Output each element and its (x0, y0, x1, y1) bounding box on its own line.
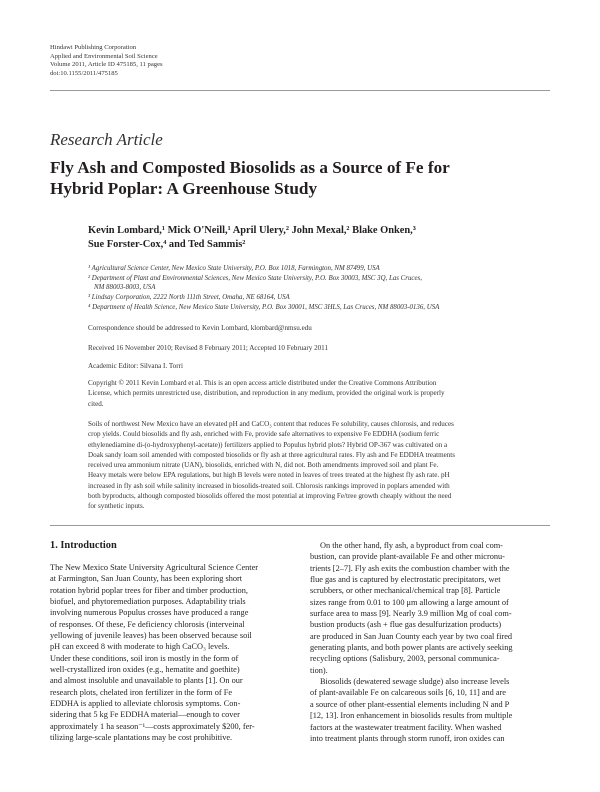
abstract-line: crop yields. Could biosolids and fly ash, enriched with Fe, provide safe alternatives to expensive Fe EDDHA (sodium ferric (88, 430, 440, 439)
body-line: scrubbers, or other mechanical/chemical trap [8]. Particle (310, 586, 501, 596)
abstract-line: received urea ammonium nitrate (UAN), biosolids, enriched with N, did not. Both amendments improved soil and plant Fe. (88, 461, 439, 470)
body-line: rotation hybrid poplar trees for fiber and timber production, (50, 585, 248, 595)
article-type: Research Article (50, 130, 163, 149)
body-line: yellowing of juvenile leaves) has been observed because soil (50, 631, 252, 641)
journal-name: Applied and Environmental Soil Science (50, 52, 158, 60)
body-line: sizes range from 0.01 to 100 μm allowing a large amount of (310, 597, 509, 607)
body-line: of responses. Of these, Fe deficiency chlorosis (interveinal (50, 619, 245, 629)
affiliation-line: ⁴ Department of Health Science, New Mexico State University, P.O. Box 30001, MSC 3HLS, Las Cruces, NM 88003-0136, USA (88, 303, 440, 311)
abstract (88, 419, 550, 512)
body-line: [12, 13]. Iron enhancement in biosolids results from multiple (310, 711, 513, 721)
title-line: Hybrid Poplar: A Greenhouse Study (50, 179, 318, 198)
abstract-line: Soils of northwest New Mexico have an elevated pH and CaCO₃ content that reduces Fe solubility, causes chlorosis, and reduces (88, 420, 454, 428)
abstract-line: ethylenediamine di-(o-hydroxyphenyl-acetate)) fertilizers applied to Populus hybrid plots? Hybrid OP-367 was cultivated on a (88, 440, 448, 449)
body-line: well-crystallized iron oxides (e.g., hematite and goethite) (50, 665, 240, 675)
body-line: Biosolids (dewatered sewage sludge) also increase levels (320, 677, 510, 687)
body-line: bustion products (ash + flue gas desulfurization products) (310, 620, 502, 630)
right-column (310, 540, 550, 744)
copyright-notice (88, 378, 550, 409)
volume-info: Volume 2011, Article ID 475185, 11 pages (50, 61, 163, 69)
copyright-line: cited. (88, 399, 104, 408)
body-line: factors at the wastewater treatment facility. When washed (310, 722, 502, 732)
abstract-line: Doak sandy loam soil amended with composted biosolids or fly ash at three agricultural rates. Fly ash and Fe EDDHA treatments (88, 450, 456, 459)
correspondence: Correspondence should be addressed to Kevin Lombard, klombard@nmsu.edu (88, 324, 312, 332)
abstract-line: for synthetic inputs. (88, 502, 145, 511)
body-line: involving numerous Populus crosses have produced a range (50, 608, 249, 618)
title-line: Fly Ash and Composted Biosolids as a Source of Fe for (50, 158, 450, 177)
body-line: trients [2–7]. Fly ash exits the combustion chamber with the (310, 563, 510, 573)
body-line: at Farmington, San Juan County, has been exploring short (50, 574, 243, 584)
abstract-line: both byproducts, although composted biosolids offered the most potential at improving Fe/tree growth cheaply without the need (88, 492, 452, 501)
academic-editor: Academic Editor: Silvana I. Torri (88, 362, 183, 370)
body-line: recycling options (Salisbury, 2003, personal communica- (310, 654, 500, 664)
left-column (50, 562, 290, 744)
body-line: tilizing large-scale plantations may be cost prohibitive. (50, 733, 233, 743)
body-line: of plant-available Fe on calcareous soils [6, 10, 11] and are (310, 688, 506, 698)
body-line: into treatment plants through storm runoff, iron oxides can (310, 733, 505, 743)
body-line: Under these conditions, soil iron is mostly in the form of (50, 653, 239, 663)
body-line: research plots, chelated iron fertilizer in the form of Fe (50, 687, 232, 697)
body-line: approximately 1 ha season⁻¹—costs approximately $200, fer- (50, 721, 255, 731)
dates: Received 16 November 2010; Revised 8 February 2011; Accepted 10 February 2011 (88, 344, 329, 352)
body-line: biofuel, and phytoremediation purposes. Adaptability trials (50, 597, 246, 607)
doi: doi:10.1155/2011/475185 (50, 69, 118, 77)
body-line: are produced in San Juan County each year by two coal fired (310, 631, 513, 641)
author-line: Sue Forster-Cox,⁴ and Ted Sammis² (88, 239, 246, 250)
body-line: a source of other plant-essential elements including N and P (310, 699, 510, 709)
body-line: surface area to mass [9]. Nearly 3.9 million Mg of coal com- (310, 609, 512, 619)
body-line: On the other hand, fly ash, a byproduct from coal com- (320, 541, 503, 550)
abstract-line: increased in fly ash soil while salinity increased in biosolids-treated soil. Chlorosis rankings improved in poplars amended with (88, 481, 450, 490)
affiliation-line: ¹ Agricultural Science Center, New Mexico State University, P.O. Box 1018, Farmington, NM 87499, USA (88, 265, 380, 272)
affiliation-line: ² Department of Plant and Environmental Sciences, New Mexico State University, P.O. Box 30003, MSC 3Q, Las Cruces, (88, 274, 422, 282)
header-rule (50, 90, 550, 91)
affiliation-line: ³ Lindsay Corporation, 2222 North 111th Street, Omaha, NE 68164, USA (88, 294, 290, 302)
abstract-line: Heavy metals were below EPA regulations, but high B levels were noted in leaves of trees treated at the highest fly ash rate. pH (88, 471, 450, 480)
article-title (50, 157, 530, 199)
journal-info (50, 44, 163, 78)
body-line: tion). (310, 665, 328, 675)
publisher: Hindawi Publishing Corporation (50, 44, 137, 51)
abstract-rule (50, 525, 550, 526)
body-line: The New Mexico State University Agricultural Science Center (50, 563, 259, 572)
section-heading: 1. Introduction (50, 540, 117, 551)
body-line: bustion, can provide plant-available Fe and other micronu- (310, 552, 505, 562)
affiliation-line: NM 88003-8003, USA (94, 284, 156, 292)
copyright-line: Copyright © 2011 Kevin Lombard et al. This is an open access article distributed under the Creative Commons Attribution (88, 379, 437, 387)
author-list (88, 224, 548, 252)
author-line: Kevin Lombard,¹ Mick O'Neill,¹ April Ulery,² John Mexal,² Blake Onken,³ (88, 225, 416, 236)
body-line: generating plants, and both power plants are actively seeking (310, 643, 513, 653)
body-line: and almost insoluble and unavailable to plants [1]. On our (50, 676, 243, 686)
copyright-line: License, which permits unrestricted use, distribution, and reproduction in any medium, provided the original work is properly (88, 389, 445, 398)
body-line: EDDHA is applied to alleviate chlorosis symptoms. Con- (50, 699, 241, 709)
affiliations (88, 264, 550, 313)
body-line: flue gas and is captured by electrostatic precipitators, wet (310, 575, 501, 585)
body-line: pH can exceed 8 with moderate to high CaCO₃ levels. (50, 642, 230, 652)
body-line: sidering that 5 kg Fe EDDHA material—enough to cover (50, 710, 240, 720)
